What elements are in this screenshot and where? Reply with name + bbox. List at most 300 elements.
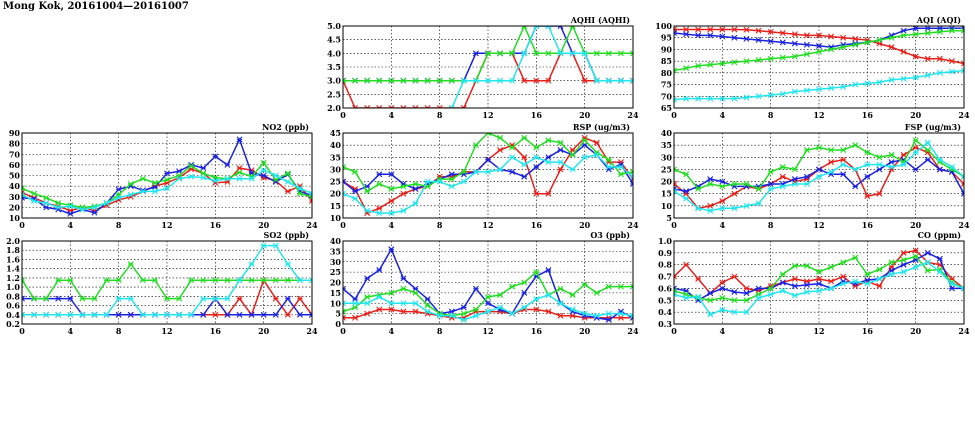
chart-no2 bbox=[9, 122, 318, 230]
data-point bbox=[213, 312, 218, 317]
data-point bbox=[768, 56, 773, 61]
data-point bbox=[201, 175, 206, 180]
data-point bbox=[365, 78, 370, 83]
y-tick-label: 80 bbox=[660, 67, 672, 78]
data-point bbox=[708, 33, 713, 38]
x-tick-label: 4 bbox=[719, 110, 726, 120]
x-tick-label: 24 bbox=[306, 326, 318, 336]
data-point bbox=[201, 278, 206, 283]
data-point bbox=[913, 145, 918, 150]
data-point bbox=[273, 278, 278, 283]
data-point bbox=[389, 198, 394, 203]
y-tick-label: 0.2 bbox=[6, 319, 20, 329]
data-point bbox=[140, 278, 145, 283]
data-point bbox=[31, 296, 36, 301]
data-point bbox=[792, 263, 797, 268]
data-point bbox=[473, 143, 478, 148]
data-point bbox=[683, 295, 688, 300]
data-point bbox=[804, 42, 809, 47]
y-tick-label: 40 bbox=[329, 140, 341, 151]
x-tick-label: 12 bbox=[813, 326, 825, 336]
data-point bbox=[925, 157, 930, 162]
data-point bbox=[285, 278, 290, 283]
data-point bbox=[913, 264, 918, 269]
data-point bbox=[365, 189, 370, 194]
data-point bbox=[768, 169, 773, 174]
data-point bbox=[116, 187, 121, 192]
y-tick-label: 0.9 bbox=[658, 247, 672, 258]
data-point bbox=[877, 283, 882, 288]
data-point bbox=[913, 254, 918, 259]
data-point bbox=[558, 286, 563, 291]
data-point bbox=[176, 312, 181, 317]
x-tick-label: 24 bbox=[627, 326, 639, 336]
x-tick-label: 4 bbox=[388, 110, 395, 120]
x-tick-label: 4 bbox=[388, 326, 395, 336]
data-point bbox=[683, 96, 688, 101]
data-point bbox=[461, 305, 466, 310]
data-point bbox=[804, 181, 809, 186]
data-point bbox=[31, 312, 36, 317]
data-point bbox=[189, 174, 194, 179]
data-point bbox=[285, 189, 290, 194]
data-point bbox=[720, 198, 725, 203]
y-tick-label: 1.2 bbox=[6, 272, 20, 283]
data-point bbox=[140, 176, 145, 181]
data-point bbox=[756, 37, 761, 42]
data-point bbox=[732, 206, 737, 211]
y-tick-label: 25 bbox=[329, 267, 341, 278]
data-point bbox=[913, 167, 918, 172]
data-point bbox=[744, 286, 749, 291]
data-point bbox=[152, 278, 157, 283]
data-point bbox=[497, 51, 502, 56]
data-point bbox=[792, 293, 797, 298]
data-point bbox=[546, 51, 551, 56]
data-point bbox=[925, 56, 930, 61]
data-point bbox=[901, 250, 906, 255]
data-point bbox=[792, 283, 797, 288]
x-tick-label: 8 bbox=[767, 326, 774, 336]
x-tick-label: 20 bbox=[910, 220, 922, 230]
data-point bbox=[201, 165, 206, 170]
data-point bbox=[273, 243, 278, 248]
data-point bbox=[937, 167, 942, 172]
data-point bbox=[285, 296, 290, 301]
y-tick-label: 3.0 bbox=[327, 75, 341, 86]
data-point bbox=[804, 263, 809, 268]
data-point bbox=[570, 152, 575, 157]
data-point bbox=[352, 78, 357, 83]
y-tick-label: 30 bbox=[329, 164, 341, 175]
x-tick-label: 24 bbox=[958, 110, 970, 120]
data-point bbox=[152, 312, 157, 317]
data-point bbox=[449, 78, 454, 83]
y-tick-label: 0.6 bbox=[658, 283, 672, 294]
x-tick-label: 4 bbox=[67, 220, 74, 230]
data-point bbox=[570, 292, 575, 297]
y-tick-label: 40 bbox=[329, 236, 341, 246]
data-point bbox=[606, 51, 611, 56]
data-point bbox=[804, 147, 809, 152]
data-point bbox=[497, 167, 502, 172]
chart-fsp bbox=[661, 122, 970, 230]
chart-title: AQHI (AQHI) bbox=[570, 15, 630, 25]
data-point bbox=[949, 59, 954, 64]
x-tick-label: 4 bbox=[67, 326, 74, 336]
data-point bbox=[841, 274, 846, 279]
data-point bbox=[792, 276, 797, 281]
y-tick-label: 0 bbox=[335, 319, 341, 329]
data-point bbox=[618, 284, 623, 289]
data-point bbox=[201, 312, 206, 317]
series-line bbox=[19, 160, 314, 210]
y-tick-label: 90 bbox=[660, 44, 672, 55]
data-point bbox=[365, 301, 370, 306]
data-point bbox=[522, 280, 527, 285]
y-tick-label: 80 bbox=[8, 138, 20, 149]
data-point bbox=[877, 267, 882, 272]
data-point bbox=[285, 312, 290, 317]
data-point bbox=[558, 140, 563, 145]
data-point bbox=[606, 78, 611, 83]
data-point bbox=[853, 36, 858, 41]
data-point bbox=[365, 294, 370, 299]
data-point bbox=[744, 36, 749, 41]
data-point bbox=[865, 162, 870, 167]
data-point bbox=[768, 186, 773, 191]
data-point bbox=[877, 167, 882, 172]
data-point bbox=[56, 312, 61, 317]
data-point bbox=[497, 147, 502, 152]
y-tick-label: 1.6 bbox=[6, 254, 20, 265]
data-point bbox=[497, 135, 502, 140]
data-point bbox=[720, 295, 725, 300]
data-point bbox=[213, 296, 218, 301]
x-tick-label: 16 bbox=[861, 220, 873, 230]
x-tick-label: 12 bbox=[482, 326, 494, 336]
chart-so2 bbox=[6, 230, 318, 336]
data-point bbox=[473, 313, 478, 318]
data-point bbox=[461, 179, 466, 184]
y-tick-label: 5.0 bbox=[327, 21, 341, 31]
y-tick-label: 0.7 bbox=[658, 271, 672, 282]
data-point bbox=[780, 174, 785, 179]
data-point bbox=[189, 278, 194, 283]
data-point bbox=[413, 78, 418, 83]
data-point bbox=[720, 184, 725, 189]
data-point bbox=[68, 278, 73, 283]
x-tick-label: 4 bbox=[719, 220, 726, 230]
data-point bbox=[708, 177, 713, 182]
x-tick-label: 24 bbox=[627, 220, 639, 230]
data-point bbox=[510, 51, 515, 56]
data-point bbox=[828, 85, 833, 90]
y-tick-label: 15 bbox=[329, 287, 341, 298]
x-tick-label: 12 bbox=[482, 110, 494, 120]
data-point bbox=[828, 160, 833, 165]
data-point bbox=[68, 296, 73, 301]
y-tick-label: 1.8 bbox=[6, 245, 20, 256]
data-point bbox=[558, 147, 563, 152]
data-point bbox=[901, 269, 906, 274]
data-point bbox=[937, 29, 942, 34]
data-point bbox=[546, 292, 551, 297]
y-tick-label: 20 bbox=[660, 176, 672, 187]
data-point bbox=[756, 28, 761, 33]
data-point bbox=[853, 82, 858, 87]
data-point bbox=[683, 66, 688, 71]
x-tick-label: 20 bbox=[579, 326, 591, 336]
data-point bbox=[176, 296, 181, 301]
data-point bbox=[249, 261, 254, 266]
data-point bbox=[140, 312, 145, 317]
data-point bbox=[261, 243, 266, 248]
data-point bbox=[683, 172, 688, 177]
y-tick-label: 75 bbox=[660, 79, 672, 90]
data-point bbox=[273, 312, 278, 317]
data-point bbox=[116, 312, 121, 317]
data-point bbox=[365, 311, 370, 316]
y-tick-label: 5 bbox=[335, 308, 341, 319]
data-point bbox=[841, 157, 846, 162]
x-tick-label: 8 bbox=[115, 326, 122, 336]
data-point bbox=[877, 162, 882, 167]
data-point bbox=[377, 172, 382, 177]
data-point bbox=[804, 52, 809, 57]
x-tick-label: 0 bbox=[671, 220, 677, 230]
y-tick-label: 10 bbox=[329, 213, 341, 223]
data-point bbox=[744, 291, 749, 296]
data-point bbox=[377, 211, 382, 216]
data-point bbox=[732, 35, 737, 40]
x-tick-label: 24 bbox=[627, 110, 639, 120]
data-point bbox=[696, 63, 701, 68]
y-tick-label: 35 bbox=[660, 140, 672, 151]
data-point bbox=[546, 160, 551, 165]
chart-title: RSP (ug/m3) bbox=[572, 122, 630, 132]
data-point bbox=[708, 203, 713, 208]
y-tick-label: 15 bbox=[660, 188, 672, 199]
data-point bbox=[570, 167, 575, 172]
data-point bbox=[804, 282, 809, 287]
x-tick-label: 24 bbox=[306, 220, 318, 230]
data-point bbox=[780, 40, 785, 45]
data-point bbox=[485, 169, 490, 174]
data-point bbox=[485, 294, 490, 299]
x-tick-label: 16 bbox=[530, 326, 542, 336]
data-point bbox=[497, 292, 502, 297]
data-point bbox=[889, 44, 894, 49]
data-point bbox=[816, 281, 821, 286]
data-point bbox=[534, 145, 539, 150]
data-point bbox=[510, 311, 515, 316]
data-point bbox=[792, 167, 797, 172]
data-point bbox=[80, 312, 85, 317]
y-tick-label: 4.5 bbox=[327, 34, 341, 45]
x-tick-label: 16 bbox=[861, 110, 873, 120]
data-point bbox=[377, 181, 382, 186]
data-point bbox=[889, 260, 894, 265]
data-point bbox=[901, 49, 906, 54]
data-point bbox=[816, 87, 821, 92]
data-point bbox=[768, 39, 773, 44]
y-tick-label: 85 bbox=[660, 56, 672, 67]
data-point bbox=[696, 276, 701, 281]
data-point bbox=[546, 191, 551, 196]
data-point bbox=[841, 35, 846, 40]
data-point bbox=[461, 311, 466, 316]
data-point bbox=[128, 312, 133, 317]
data-point bbox=[237, 296, 242, 301]
data-point bbox=[901, 152, 906, 157]
data-point bbox=[297, 278, 302, 283]
y-tick-label: 20 bbox=[329, 188, 341, 199]
chart-title: FSP (ug/m3) bbox=[904, 122, 961, 132]
x-tick-label: 20 bbox=[258, 220, 270, 230]
data-point bbox=[828, 264, 833, 269]
data-point bbox=[522, 135, 527, 140]
data-point bbox=[853, 184, 858, 189]
data-point bbox=[164, 177, 169, 182]
data-point bbox=[449, 184, 454, 189]
y-tick-label: 0.6 bbox=[6, 300, 20, 311]
data-point bbox=[401, 286, 406, 291]
data-point bbox=[925, 250, 930, 255]
data-point bbox=[708, 298, 713, 303]
data-point bbox=[352, 196, 357, 201]
data-point bbox=[732, 60, 737, 65]
data-point bbox=[510, 169, 515, 174]
series-path bbox=[674, 71, 964, 100]
data-point bbox=[816, 49, 821, 54]
chart-o3 bbox=[330, 230, 639, 336]
data-point bbox=[473, 51, 478, 56]
data-point bbox=[510, 284, 515, 289]
data-point bbox=[828, 286, 833, 291]
data-point bbox=[273, 173, 278, 178]
data-point bbox=[949, 69, 954, 74]
data-point bbox=[425, 78, 430, 83]
data-point bbox=[732, 274, 737, 279]
data-point bbox=[683, 32, 688, 37]
data-point bbox=[877, 80, 882, 85]
data-point bbox=[558, 167, 563, 172]
data-point bbox=[792, 54, 797, 59]
y-tick-label: 1.0 bbox=[658, 236, 672, 246]
y-tick-label: 40 bbox=[660, 128, 672, 138]
data-point bbox=[708, 27, 713, 32]
y-tick-label: 70 bbox=[660, 91, 672, 102]
data-point bbox=[756, 57, 761, 62]
data-point bbox=[744, 59, 749, 64]
data-point bbox=[618, 78, 623, 83]
y-tick-label: 10 bbox=[8, 213, 20, 223]
data-point bbox=[128, 261, 133, 266]
chart-aqhi bbox=[327, 15, 639, 120]
data-point bbox=[828, 34, 833, 39]
data-point bbox=[937, 56, 942, 61]
y-tick-label: 1.4 bbox=[6, 263, 20, 274]
data-point bbox=[201, 296, 206, 301]
x-tick-label: 8 bbox=[436, 220, 443, 230]
data-point bbox=[618, 172, 623, 177]
data-point bbox=[780, 280, 785, 285]
data-point bbox=[401, 301, 406, 306]
data-point bbox=[877, 191, 882, 196]
data-point bbox=[546, 309, 551, 314]
data-point bbox=[816, 288, 821, 293]
x-tick-label: 20 bbox=[258, 326, 270, 336]
data-point bbox=[413, 290, 418, 295]
data-point bbox=[913, 138, 918, 143]
data-point bbox=[841, 260, 846, 265]
data-point bbox=[618, 51, 623, 56]
data-point bbox=[804, 289, 809, 294]
data-point bbox=[68, 211, 73, 216]
x-tick-label: 16 bbox=[209, 326, 221, 336]
chart-rsp bbox=[330, 122, 639, 230]
data-point bbox=[164, 296, 169, 301]
data-point bbox=[841, 172, 846, 177]
data-point bbox=[804, 88, 809, 93]
x-tick-label: 12 bbox=[813, 110, 825, 120]
data-point bbox=[683, 27, 688, 32]
data-point bbox=[237, 170, 242, 175]
data-point bbox=[413, 201, 418, 206]
data-point bbox=[828, 279, 833, 284]
data-point bbox=[44, 195, 49, 200]
data-point bbox=[522, 290, 527, 295]
data-point bbox=[225, 162, 230, 167]
data-point bbox=[152, 180, 157, 185]
data-point bbox=[744, 203, 749, 208]
data-point bbox=[237, 312, 242, 317]
data-point bbox=[152, 189, 157, 194]
data-point bbox=[708, 291, 713, 296]
data-point bbox=[780, 272, 785, 277]
y-tick-label: 35 bbox=[329, 152, 341, 163]
data-point bbox=[377, 307, 382, 312]
y-tick-label: 0.4 bbox=[658, 307, 672, 318]
chart-title: SO2 (ppb) bbox=[263, 230, 309, 240]
series-line bbox=[19, 261, 314, 301]
data-point bbox=[853, 255, 858, 260]
data-point bbox=[756, 201, 761, 206]
data-point bbox=[901, 262, 906, 267]
data-point bbox=[497, 78, 502, 83]
data-point bbox=[558, 160, 563, 165]
data-point bbox=[865, 81, 870, 86]
data-point bbox=[828, 147, 833, 152]
y-tick-label: 10 bbox=[329, 298, 341, 309]
data-point bbox=[606, 284, 611, 289]
y-tick-label: 0.8 bbox=[6, 291, 20, 302]
data-point bbox=[164, 312, 169, 317]
x-tick-label: 20 bbox=[579, 110, 591, 120]
chart-title: O3 (ppb) bbox=[590, 230, 630, 240]
data-point bbox=[377, 206, 382, 211]
data-point bbox=[913, 32, 918, 37]
data-point bbox=[116, 296, 121, 301]
data-point bbox=[841, 84, 846, 89]
x-tick-label: 8 bbox=[115, 220, 122, 230]
y-tick-label: 10 bbox=[660, 200, 672, 211]
data-point bbox=[744, 310, 749, 315]
data-point bbox=[606, 311, 611, 316]
x-tick-label: 8 bbox=[436, 326, 443, 336]
data-point bbox=[696, 96, 701, 101]
